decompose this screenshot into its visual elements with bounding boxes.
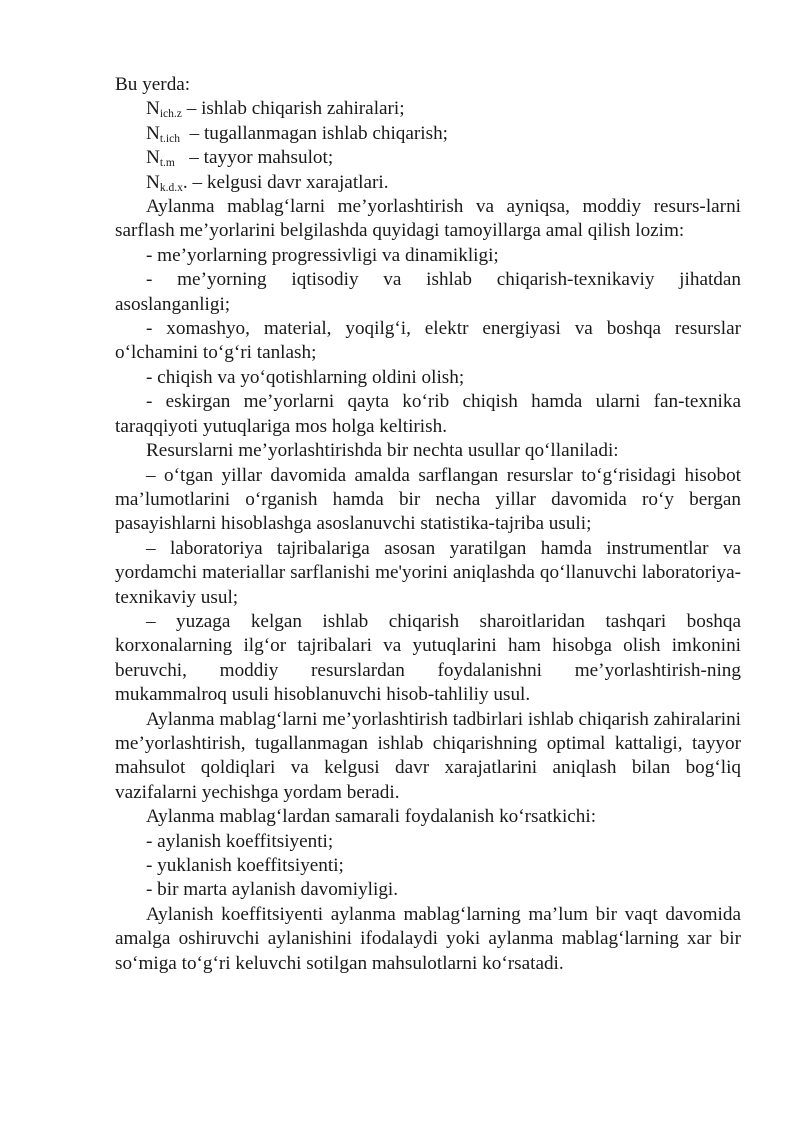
- document-page: [115, 73, 741, 976]
- principle-item: - chiqish va yo‘qotishlarning oldini olish;: [146, 366, 465, 388]
- definition-item: $N_{t.ich}$ – tugallanmagan ishlab chiqarish;: [146, 122, 449, 145]
- paragraph-measures: Aylanma mablag‘larni me’yorlashtirish tadbirlari ishlab chiqarish zahiralarini me’yorlashtirish, tugallanmagan ishlab chiqarishning optimal kattaligi, tayyor mahsulot qoldiqlari va kelgusi davr xarajatlarini aniqlash bilan bog‘liq vazifalarni yechishga yordam beradi.: [115, 708, 741, 803]
- method-item: – yuzaga kelgan ishlab chiqarish sharoitlaridan tashqari boshqa korxonalarning ilg‘or tajribalari va yutuqlarini ham hisobga olish imkonini beruvchi, moddiy resurslardan foydalanishni me’yorlashtirish-ning mukammalroq usuli hisoblanuvchi hisob-tahliliy usul.: [115, 610, 741, 706]
- principle-item: - xomashyo, material, yoqilg‘i, elektr energiyasi va boshqa resurslar o‘lchamini to‘g‘ri tanlash;: [115, 318, 741, 364]
- principle-item: - eskirgan me’yorlarni qayta ko‘rib chiqish hamda ularni fan-texnika taraqqiyoti yutuqlariga mos holga keltirish.: [115, 391, 741, 437]
- principle-item: - me’yorlarning progressivligi va dinamikligi;: [146, 244, 499, 266]
- paragraph-principles-intro: Aylanma mablag‘larni me’yorlashtirish va ayniqsa, moddiy resurs-larni sarflash me’yorlarini belgilashda quyidagi tamoyillarga amal qilish lozim:: [115, 196, 741, 242]
- definition-item: $N_{k.d.x}$. – kelgusi davr xarajatlari.: [146, 171, 389, 194]
- intro-line: Bu yerda:: [115, 74, 191, 95]
- principle-item: - me’yorning iqtisodiy va ishlab chiqarish-texnikaviy jihatdan asoslanganligi;: [115, 269, 741, 315]
- method-item: – o‘tgan yillar davomida amalda sarflangan resurslar to‘g‘risidagi hisobot ma’lumotlarini o‘rganish hamda bir necha yillar davomida ro‘y bergan pasayishlarni hisoblashga asoslanuvchi statistika-tajriba usuli;: [115, 464, 741, 535]
- paragraph-turnover-coefficient: Aylanish koeffitsiyenti aylanma mablag‘larning ma’lum bir vaqt davomida amalga oshiruvchi aylanishini ifodalaydi yoki aylanma mablag‘larning xar bir so‘miga to‘g‘ri keluvchi sotilgan mahsulotlarni ko‘rsatadi.: [115, 903, 741, 974]
- indicator-item: - aylanish koeffitsiyenti;: [146, 830, 334, 852]
- paragraph-methods-intro: Resurslarni me’yorlashtirishda bir nechta usullar qo‘llaniladi:: [146, 440, 619, 462]
- definition-item: $N_{t.m}$ – tayyor mahsulot;: [146, 147, 334, 170]
- definition-item: $N_{ich.z}$ – ishlab chiqarish zahiralari;: [146, 98, 405, 121]
- method-item: – laboratoriya tajribalariga asosan yaratilgan hamda instrumentlar va yordamchi materiallar sarflanishi me'yorini aniqlashda qo‘llanuvchi laboratoriya-texnikaviy usul;: [115, 537, 741, 608]
- indicator-item: - bir marta aylanish davomiyligi.: [146, 879, 399, 901]
- indicator-item: - yuklanish koeffitsiyenti;: [146, 855, 344, 876]
- paragraph-indicators-intro: Aylanma mablag‘lardan samarali foydalanish ko‘rsatkichi:: [146, 806, 597, 828]
